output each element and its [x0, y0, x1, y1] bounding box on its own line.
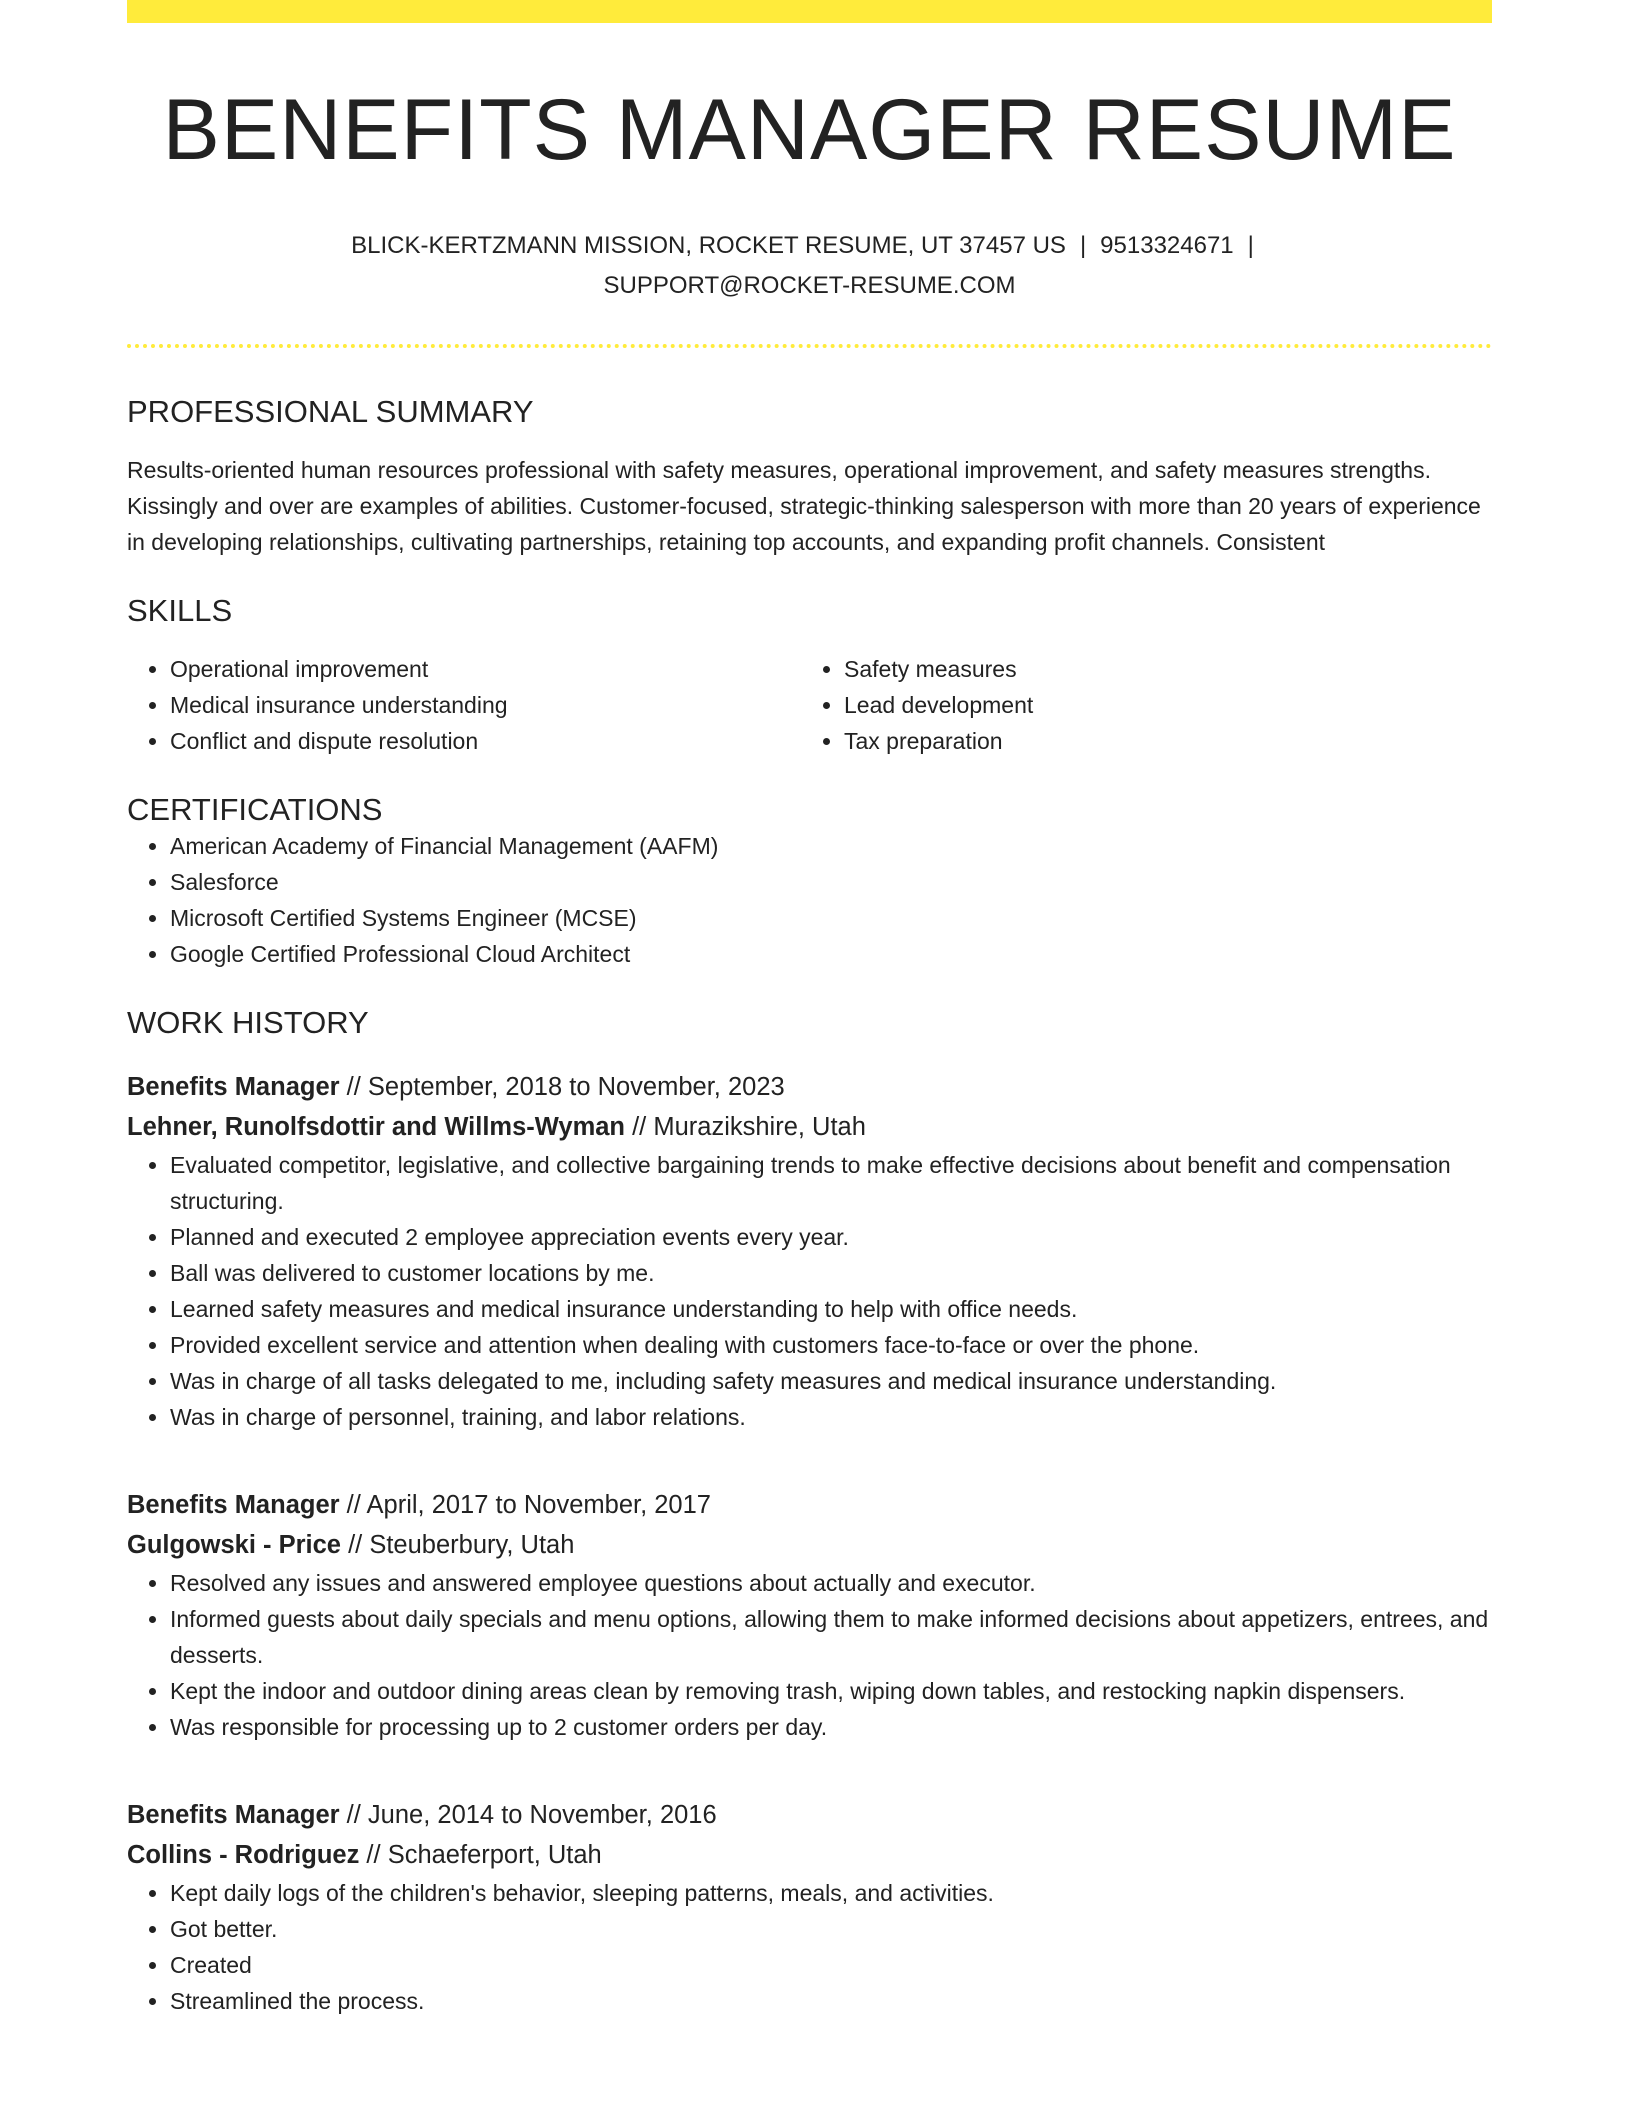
skill-item: • Safety measures — [844, 651, 1475, 687]
skills-heading: SKILLS — [127, 592, 233, 628]
job-bullet: • Learned safety measures and medical insurance understanding to help with office needs. — [170, 1291, 1492, 1327]
job-dates: April, 2017 to November, 2017 — [366, 1491, 711, 1520]
job-company: Lehner, Runolfsdottir and Willms-Wyman — [127, 1113, 625, 1142]
job-entry — [127, 1795, 1492, 2019]
contact-separator: | — [1247, 231, 1254, 259]
job-title: Benefits Manager — [127, 1491, 340, 1520]
job-location: Steuberbury, Utah — [369, 1531, 575, 1560]
job-location: Murazikshire, Utah — [653, 1113, 866, 1142]
contact-address: BLICK-KERTZMANN MISSION, ROCKET RESUME, UT 37457 US — [351, 231, 1066, 259]
job-bullet: • Streamlined the process. — [170, 1983, 1492, 2019]
job-entry — [127, 1067, 1492, 1435]
job-company-line — [127, 1107, 1492, 1147]
certification-item: • American Academy of Financial Management (AAFM) — [170, 828, 1492, 864]
dotted-divider — [127, 344, 1492, 348]
skills-grid — [127, 651, 1492, 759]
job-bullet: • Kept the indoor and outdoor dining areas clean by removing trash, wiping down tables, and restocking napkin dispensers. — [170, 1673, 1492, 1709]
summary-text: Results-oriented human resources professional with safety measures, operational improvement, and safety measures strengths. Kissingly and over are examples of abilities. Customer-focused, strategic-thinking salesperson with more than 20 years of experience in developing relationships, cultivating partnerships, retaining top accounts, and expanding profit channels. Consistent — [127, 456, 1481, 555]
job-bullet: • Planned and executed 2 employee appreciation events every year. — [170, 1219, 1492, 1255]
job-bullet: • Was in charge of personnel, training, and labor relations. — [170, 1399, 1492, 1435]
job-bullet: • Was responsible for processing up to 2 customer orders per day. — [170, 1709, 1492, 1745]
job-company: Gulgowski - Price — [127, 1531, 341, 1560]
resume-page — [127, 0, 1492, 2019]
job-bullet: • Resolved any issues and answered employee questions about actually and executor. — [170, 1565, 1492, 1601]
certifications-heading: CERTIFICATIONS — [127, 791, 383, 827]
work-history-heading: WORK HISTORY — [127, 1005, 369, 1041]
certifications-list — [127, 828, 1492, 972]
certification-item: • Microsoft Certified Systems Engineer (MCSE) — [170, 900, 1492, 936]
certification-item: • Salesforce — [170, 864, 1492, 900]
job-company-line — [127, 1835, 1492, 1875]
skill-item: • Tax preparation — [844, 723, 1475, 759]
job-bullet: • Created — [170, 1947, 1492, 1983]
skill-item: • Operational improvement — [170, 651, 801, 687]
skill-item: • Lead development — [844, 687, 1475, 723]
job-bullet: • Provided excellent service and attention when dealing with customers face-to-face or over the phone. — [170, 1327, 1492, 1363]
job-title-line — [127, 1485, 1492, 1525]
skill-item: • Conflict and dispute resolution — [170, 723, 801, 759]
job-bullet: • Ball was delivered to customer locations by me. — [170, 1255, 1492, 1291]
contact-info — [127, 226, 1492, 306]
job-dates: September, 2018 to November, 2023 — [367, 1073, 785, 1102]
job-separator: // — [348, 1531, 363, 1560]
job-title: Benefits Manager — [127, 1801, 340, 1830]
job-separator: // — [632, 1113, 647, 1142]
contact-phone: 9513324671 — [1100, 231, 1234, 259]
job-separator: // — [346, 1801, 361, 1830]
job-bullet: • Was in charge of all tasks delegated to me, including safety measures and medical insurance understanding. — [170, 1363, 1492, 1399]
job-title-line — [127, 1795, 1492, 1835]
job-bullet: • Evaluated competitor, legislative, and collective bargaining trends to make effective decisions about benefit and compensation structuring. — [170, 1147, 1492, 1219]
job-title-line — [127, 1067, 1492, 1107]
job-company: Collins - Rodriguez — [127, 1841, 360, 1870]
summary-heading: PROFESSIONAL SUMMARY — [127, 393, 534, 429]
job-location: Schaeferport, Utah — [387, 1841, 602, 1870]
job-separator: // — [366, 1841, 381, 1870]
job-separator: // — [346, 1491, 361, 1520]
job-company-line — [127, 1525, 1492, 1565]
job-separator: // — [346, 1073, 361, 1102]
job-title: Benefits Manager — [127, 1073, 340, 1102]
certification-item: • Google Certified Professional Cloud Architect — [170, 936, 1492, 972]
skills-list-left — [127, 651, 801, 759]
job-dates: June, 2014 to November, 2016 — [367, 1801, 717, 1830]
job-bullet-list — [127, 1147, 1492, 1435]
job-bullet: • Kept daily logs of the children's behavior, sleeping patterns, meals, and activities. — [170, 1875, 1492, 1911]
skill-item: • Medical insurance understanding — [170, 687, 801, 723]
contact-email[interactable]: SUPPORT@ROCKET-RESUME.COM — [603, 271, 1016, 299]
job-bullet-list — [127, 1875, 1492, 2019]
job-bullet: • Informed guests about daily specials and menu options, allowing them to make informed decisions about appetizers, entrees, and desserts. — [170, 1601, 1492, 1673]
job-entry — [127, 1485, 1492, 1745]
skills-list-right — [801, 651, 1475, 759]
job-bullet: • Got better. — [170, 1911, 1492, 1947]
job-bullet-list — [127, 1565, 1492, 1745]
contact-separator: | — [1079, 231, 1087, 259]
top-accent-bar — [127, 0, 1492, 23]
resume-title: BENEFITS MANAGER RESUME — [162, 82, 1457, 178]
